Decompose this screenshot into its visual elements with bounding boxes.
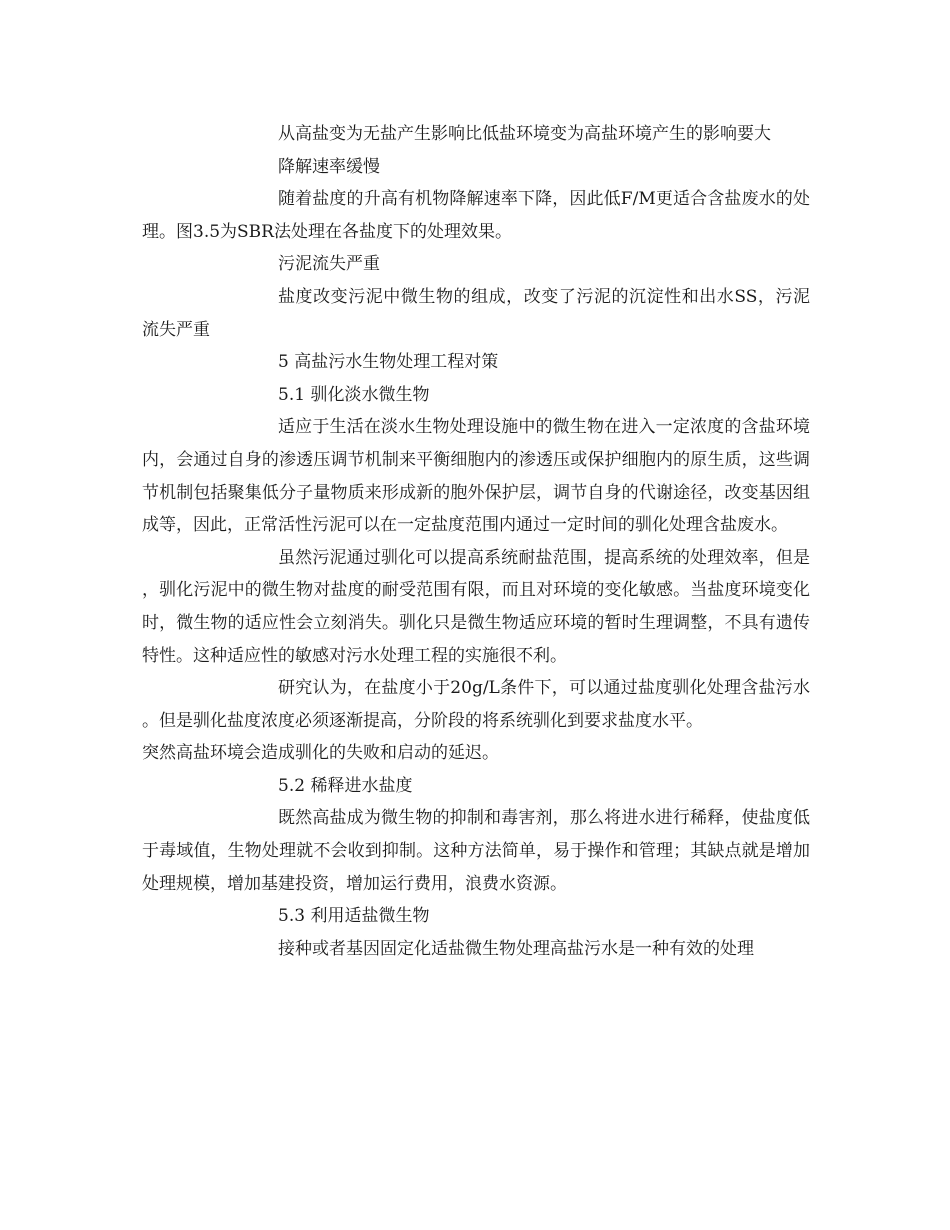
heading-slow-degradation: 降解速率缓慢: [278, 156, 380, 177]
section-heading-5-3: 5.3 利用适盐微生物: [278, 906, 430, 927]
document-body: [142, 118, 810, 965]
heading-sludge-loss: 污泥流失严重: [278, 254, 380, 275]
section-heading-5-2: 5.2 稀释进水盐度: [278, 775, 413, 796]
paragraph-dilution: 既然高盐成为微生物的抑制和毒害剂，那么将进水进行稀释，使盐度低于毒域值，生物处理就不会收到抑制。这种方法简单，易于操作和管理；其缺点就是增加处理规模，增加基建投资，增加运行费用，浪费水资源。: [142, 808, 810, 894]
paragraph-salt-change-effect: 从高盐变为无盐产生影响比低盐环境变为高盐环境产生的影响要大: [278, 124, 771, 144]
paragraph-halophilic-microbes: 接种或者基因固定化适盐微生物处理高盐污水是一种有效的处理: [278, 938, 754, 959]
paragraph-sudden-salt: 突然高盐环境会造成驯化的失败和启动的延迟。: [142, 743, 499, 764]
section-heading-5: 5 高盐污水生物处理工程对策: [278, 352, 499, 373]
paragraph-sludge-loss: 盐度改变污泥中微生物的组成，改变了污泥的沉淀性和出水SS，污泥流失严重: [142, 286, 810, 340]
paragraph-degradation-rate: 随着盐度的升高有机物降解速率下降，因此低F/M更适合含盐废水的处理。图3.5为SBR法处理在各盐度下的处理效果。: [142, 189, 810, 242]
section-heading-5-1: 5.1 驯化淡水微生物: [278, 384, 430, 405]
paragraph-acclimation-mechanism: 适应于生活在淡水生物处理设施中的微生物在进入一定浓度的含盐环境内，会通过自身的渗透压调节机制来平衡细胞内的渗透压或保护细胞内的原生质，这些调节机制包括聚集低分子量物质来形成新的胞外保护层，调节自身的代谢途径，改变基因组成等，因此，正常活性污泥可以在一定盐度范围内通过一定时间的驯化处理含盐废水。: [142, 417, 810, 536]
paragraph-research-findings: 研究认为，在盐度小于20g/L条件下，可以通过盐度驯化处理含盐污水。但是驯化盐度浓度必须逐渐提高，分阶段的将系统驯化到要求盐度水平。: [142, 678, 810, 731]
paragraph-acclimation-limits: 虽然污泥通过驯化可以提高系统耐盐范围，提高系统的处理效率，但是，驯化污泥中的微生物对盐度的耐受范围有限，而且对环境的变化敏感。当盐度环境变化时，微生物的适应性会立刻消失。驯化只是微生物适应环境的暂时生理调整，不具有遗传特性。这种适应性的敏感对污水处理工程的实施很不利。: [142, 547, 810, 666]
